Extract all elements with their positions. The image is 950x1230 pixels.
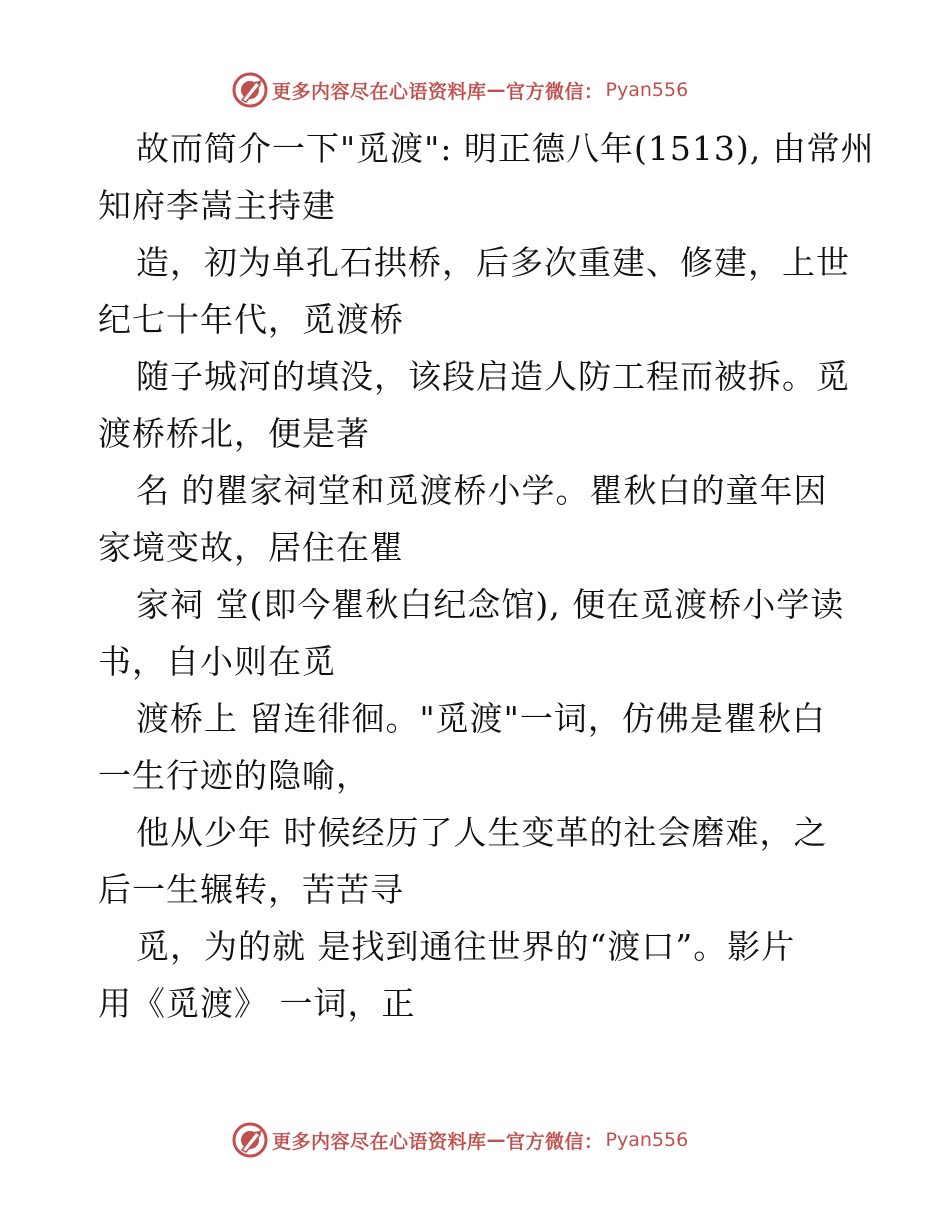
pen-logo-icon [232,1122,268,1158]
text-line: 故而简介一下"觅渡": 明正德八年(1513), 由常州 [136,129,875,168]
text-line: 书，自小则在觅 [98,642,336,681]
text-line: 渡桥上 留连徘徊。"觅渡"一词，仿佛是瞿秋白 [136,699,826,738]
text-line: 他从少年 时候经历了人生变革的社会磨难，之 [136,813,828,852]
banner-text: 更多内容尽在心语资料库 [272,1130,487,1153]
banner-dash: — [486,79,507,101]
text-line: 知府李嵩主持建 [98,186,336,225]
footer-banner [232,1120,688,1160]
text-line: 觅，为的就 是找到通往世界的“渡口”。影片 [136,927,796,966]
banner-suffix: 官方微信： [506,1130,604,1153]
text-line: 家祠 堂(即今瞿秋白纪念馆), 便在觅渡桥小学读 [136,585,845,624]
text-line: 造，初为单孔石拱桥，后多次重建、修建，上世 [136,243,850,282]
banner-text: 更多内容尽在心语资料库 [272,80,487,103]
text-line: 纪七十年代，觅渡桥 [98,300,404,339]
banner-wechat-id: Pyan556 [605,79,689,101]
text-line: 家境变故，居住在瞿 [98,528,404,567]
text-line: 渡桥桥北，便是著 [98,414,370,453]
text-line: 随子城河的填没，该段启造人防工程而被拆。觅 [136,357,850,396]
text-line: 用《觅渡》 一词，正 [98,984,416,1023]
pen-logo-icon [232,72,268,108]
banner-wechat-id: Pyan556 [605,1129,689,1151]
header-banner [232,70,688,110]
text-line: 一生行迹的隐喻， [98,756,370,795]
text-line: 名 的瞿家祠堂和觅渡桥小学。瞿秋白的童年因 [136,471,828,510]
banner-dash: — [486,1129,507,1151]
banner-suffix: 官方微信： [506,80,604,103]
document-body [98,120,875,1032]
text-line: 后一生辗转，苦苦寻 [98,870,404,909]
